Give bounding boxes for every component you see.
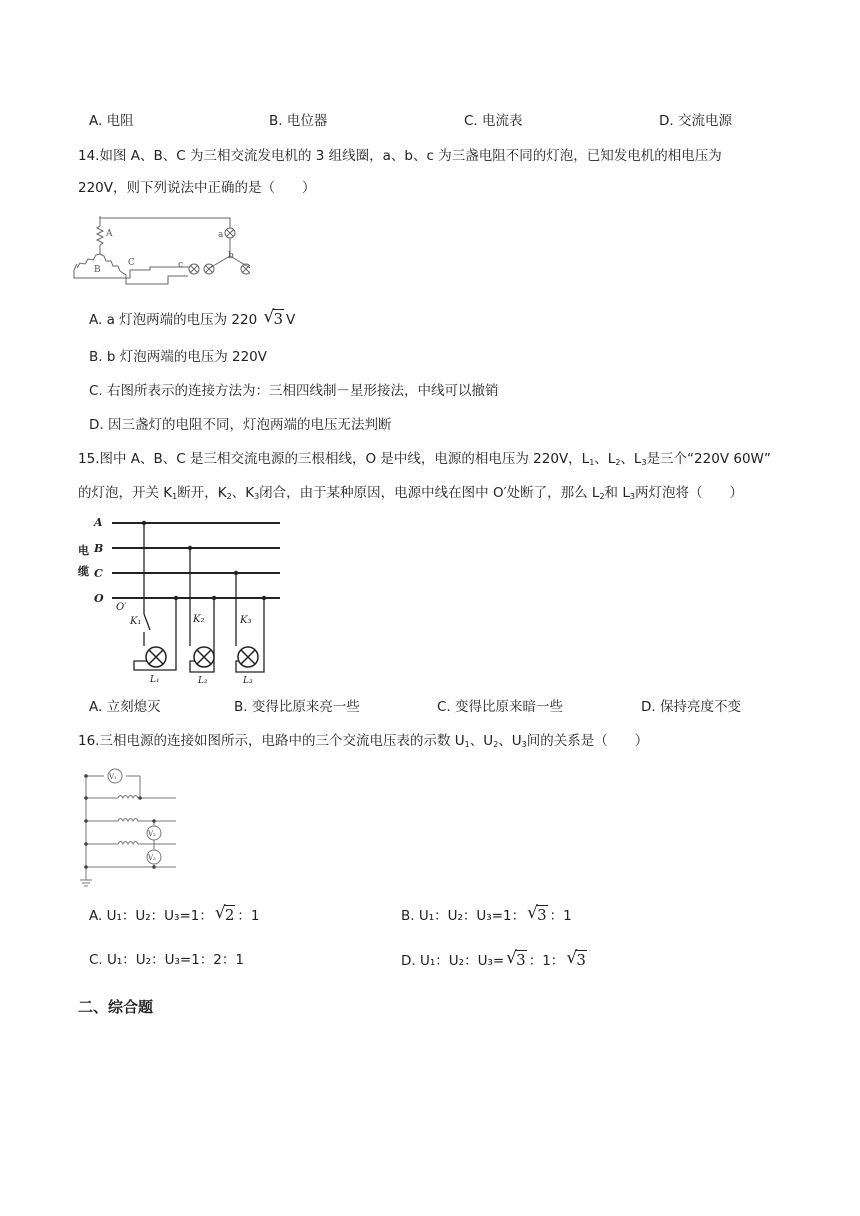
subscript: 2 — [615, 458, 621, 467]
q15-text: 15.图中 A、B、C 是三相交流电源的三根相线，O 是中线，电源的相电压为 220V，L — [78, 451, 590, 467]
q14-fig-label-c: c — [178, 260, 184, 270]
q16-option-d-mid: ：1： — [528, 953, 565, 969]
q15-fig-label-O-prime: O′ — [116, 602, 127, 613]
q14-fig-label-b: b — [228, 251, 234, 261]
q15-text: 、L — [620, 451, 642, 467]
q16-option-a-text: A. U₁：U₂：U₃=1： — [89, 908, 213, 924]
q14-fig-label-a: a — [218, 230, 224, 240]
sqrt-radicand: 3 — [576, 951, 586, 969]
q15-fig-label-dian: 电 — [78, 544, 89, 557]
sqrt-radicand: 3 — [273, 310, 284, 328]
q15-cable-diagram — [78, 512, 288, 687]
sqrt-radicand: 3 — [516, 951, 526, 969]
q16-voltmeter-diagram — [78, 764, 182, 888]
q16-text: 间的关系是（ ） — [526, 733, 649, 749]
q14-fig-label-B: B — [94, 265, 101, 275]
q14-option-d: D. 因三盏灯的电阻不同，灯泡两端的电压无法判断 — [89, 417, 392, 433]
subscript: 1 — [464, 740, 470, 749]
q14-option-a-text: A. a 灯泡两端的电压为 220 — [89, 312, 258, 328]
q15-stem-line2 — [78, 484, 743, 506]
q16-text: 、U — [469, 733, 494, 749]
q16-fig-label-V2: V₂ — [148, 830, 156, 838]
q15-option-a: A. 立刻熄灭 — [89, 699, 161, 715]
q14-generator-diagram — [70, 212, 250, 292]
sqrt-radicand: 2 — [224, 906, 235, 924]
subscript: 1 — [589, 458, 595, 467]
q15-fig-label-lan: 缆 — [78, 565, 89, 578]
q16-option-b-text: B. U₁：U₂：U₃=1： — [401, 908, 526, 924]
q16-fig-label-V3: V₃ — [148, 854, 156, 862]
q16-fig-label-V1: V₁ — [109, 773, 117, 781]
sqrt-symbol: √ 2 — [214, 903, 235, 924]
subscript: 3 — [254, 492, 260, 501]
q14-fig-label-C: C — [128, 258, 135, 268]
q16-option-a — [89, 903, 260, 925]
q15-option-c: C. 变得比原来暗一些 — [437, 699, 564, 715]
subscript: 2 — [226, 492, 232, 501]
subscript: 3 — [521, 740, 527, 749]
q14-option-a-unit: V — [286, 312, 296, 328]
q15-fig-label-K1: K₁ — [130, 616, 142, 627]
q14-option-c: C. 右图所表示的连接方法为：三相四线制－星形接法，中线可以撤销 — [89, 383, 499, 399]
subscript: 1 — [172, 492, 178, 501]
q15-option-d: D. 保持亮度不变 — [641, 699, 741, 715]
q15-fig-label-L2: L₂ — [198, 676, 208, 686]
q15-fig-label-O: O — [94, 592, 104, 605]
q15-text: 断开，K — [177, 485, 227, 501]
q16-option-b-tail: ：1 — [549, 908, 572, 924]
q15-text: 的灯泡，开关 K — [78, 485, 173, 501]
subscript: 3 — [641, 458, 647, 467]
q15-text: 两灯泡将（ ） — [634, 485, 743, 501]
q14-option-b: B. b 灯泡两端的电压为 220V — [89, 349, 267, 365]
q15-fig-label-L1: L₁ — [150, 675, 160, 685]
sqrt-symbol: √ 3 — [566, 948, 586, 969]
q15-text: 、K — [231, 485, 255, 501]
q16-text: 16.三相电源的连接如图所示，电路中的三个交流电压表的示数 U — [78, 733, 465, 749]
subscript: 3 — [629, 492, 635, 501]
q16-option-d-text: D. U₁：U₂：U₃= — [401, 953, 505, 969]
subscript: 2 — [599, 492, 605, 501]
q14-stem-line2: 220V，则下列说法中正确的是（ ） — [78, 180, 316, 196]
q15-text: 是三个“220V 60W” — [646, 451, 771, 467]
q15-fig-label-C: C — [94, 567, 103, 580]
section-heading: 二、综合题 — [78, 998, 154, 1016]
q13-option-b: B. 电位器 — [269, 113, 328, 129]
subscript: 2 — [493, 740, 499, 749]
q15-fig-label-K2: K₂ — [193, 614, 205, 625]
q14-option-a — [89, 307, 296, 329]
sqrt-radicand: 3 — [537, 906, 547, 924]
q14-fig-label-A: A — [106, 229, 113, 239]
sqrt-symbol: √ 3 — [263, 307, 284, 328]
q15-fig-label-A: A — [94, 516, 103, 529]
q15-fig-label-L3: L₃ — [243, 676, 253, 686]
q15-text: 闭合，由于某种原因，电源中线在图中 O′处断了，那么 L — [259, 485, 600, 501]
q16-stem — [78, 732, 648, 754]
q15-stem-line1 — [78, 450, 771, 472]
q15-text: 和 L — [604, 485, 630, 501]
q16-option-d — [401, 948, 589, 970]
sqrt-symbol: √ 3 — [506, 948, 526, 969]
q15-fig-label-K3: K₃ — [240, 615, 252, 626]
q16-option-a-tail: ：1 — [237, 908, 260, 924]
q13-option-a: A. 电阻 — [89, 113, 134, 129]
sqrt-symbol: √ 3 — [527, 903, 547, 924]
q16-option-c: C. U₁：U₂：U₃=1：2：1 — [89, 952, 244, 968]
q13-option-d: D. 交流电源 — [659, 113, 732, 129]
q15-fig-label-B: B — [94, 542, 104, 555]
q15-text: 、L — [594, 451, 616, 467]
q15-option-b: B. 变得比原来亮一些 — [234, 699, 360, 715]
q13-option-c: C. 电流表 — [464, 113, 523, 129]
q16-text: 、U — [498, 733, 522, 749]
q14-stem-line1: 14.如图 A、B、C 为三相交流发电机的 3 组线圈，a、b、c 为三盏电阻不同的灯泡，已知发电机的相电压为 — [78, 148, 722, 164]
q16-option-b — [401, 903, 572, 925]
